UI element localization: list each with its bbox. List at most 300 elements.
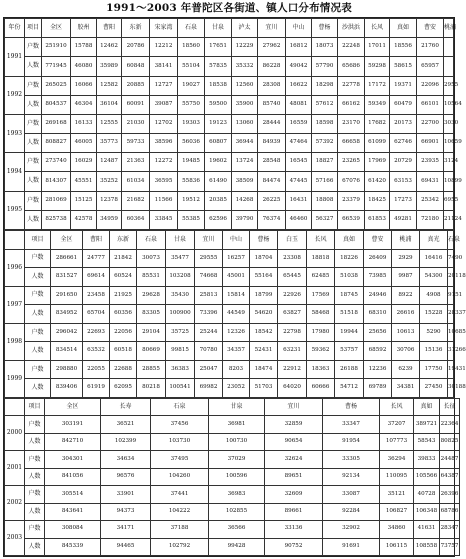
data-cell: 16431 <box>286 191 312 210</box>
column-header: 沙洪浜 <box>338 19 365 38</box>
table-row <box>5 538 460 556</box>
data-cell: 33136 <box>265 521 323 538</box>
data-cell: 107773 <box>380 433 414 450</box>
data-cell: 18542 <box>250 323 278 342</box>
data-cell: 51518 <box>335 305 364 324</box>
data-cell: 16066 <box>71 76 97 95</box>
data-cell: 18799 <box>250 286 278 305</box>
data-cell: 62596 <box>205 210 232 229</box>
data-cell: 28308 <box>258 76 286 95</box>
data-table <box>4 230 466 398</box>
data-cell: 68786 <box>440 503 460 520</box>
header-row <box>5 399 460 416</box>
data-cell: 843641 <box>45 503 101 520</box>
data-cell: 265025 <box>42 76 71 95</box>
population-table <box>3 17 466 557</box>
data-cell: 39790 <box>232 210 258 229</box>
data-cell: 96576 <box>101 468 151 485</box>
data-cell: 25244 <box>195 323 223 342</box>
data-cell: 62485 <box>307 268 335 287</box>
row-label: 人数 <box>25 503 45 520</box>
data-cell: 61099 <box>365 134 390 153</box>
data-cell: 61420 <box>365 172 390 191</box>
data-cell: 41631 <box>414 521 440 538</box>
data-cell: 29555 <box>195 249 223 268</box>
data-cell: 59500 <box>205 95 232 114</box>
table-row <box>5 268 454 287</box>
data-cell: 55750 <box>178 95 205 114</box>
data-cell: 37029 <box>209 451 265 468</box>
data-cell: 269168 <box>42 114 71 133</box>
column-header: 真如 <box>414 399 440 416</box>
data-cell: 26396 <box>440 486 460 503</box>
year-cell: 1994 <box>5 153 25 191</box>
data-cell: 92134 <box>323 468 380 485</box>
data-cell: 804537 <box>42 95 71 114</box>
column-header: 曹杨 <box>312 19 338 38</box>
data-cell: 23308 <box>278 249 307 268</box>
data-cell: 303191 <box>45 416 101 433</box>
data-cell: 35252 <box>97 172 122 191</box>
row-label: 人数 <box>25 305 51 324</box>
row-label: 户数 <box>25 521 45 538</box>
row-label: 人数 <box>25 379 51 398</box>
data-cell: 27962 <box>258 38 286 57</box>
data-cell: 33901 <box>101 486 151 503</box>
data-cell: 12229 <box>232 38 258 57</box>
column-header: 石泉 <box>137 231 166 250</box>
data-cell: 60518 <box>110 342 137 361</box>
data-cell: 35900 <box>232 95 258 114</box>
data-cell: 22056 <box>110 323 137 342</box>
data-cell: 35989 <box>97 57 122 76</box>
data-cell: 85740 <box>258 95 286 114</box>
data-cell: 90752 <box>265 538 323 556</box>
table-row <box>5 210 454 229</box>
data-cell: 20729 <box>390 153 417 172</box>
row-label: 人数 <box>25 210 42 229</box>
column-header: 石泉 <box>151 399 209 416</box>
data-cell: 12582 <box>97 76 122 95</box>
year-cell: 1997 <box>5 286 25 323</box>
data-cell: 92284 <box>323 503 380 520</box>
table-row <box>5 153 454 172</box>
row-label: 户数 <box>25 249 51 268</box>
data-cell: 36981 <box>209 416 265 433</box>
data-cell: 103208 <box>166 268 195 287</box>
data-cell: 10899 <box>444 172 454 191</box>
data-cell: 57790 <box>312 57 338 76</box>
data-cell: 63153 <box>390 172 417 191</box>
data-cell: 15125 <box>71 191 97 210</box>
data-cell: 19944 <box>335 323 364 342</box>
data-cell: 12236 <box>364 360 392 379</box>
data-cell: 12555 <box>97 114 122 133</box>
data-cell: 100900 <box>166 305 195 324</box>
column-header: 曹阳 <box>83 231 110 250</box>
data-cell: 27450 <box>420 379 448 398</box>
data-cell: 69982 <box>195 379 223 398</box>
data-cell <box>444 57 454 76</box>
column-header: 曹安 <box>417 19 444 38</box>
row-label: 人数 <box>25 172 42 191</box>
data-cell: 100596 <box>209 468 265 485</box>
data-cell: 60091 <box>122 95 150 114</box>
data-cell: 29628 <box>137 286 166 305</box>
data-cell: 91691 <box>323 538 380 556</box>
data-cell: 61853 <box>365 210 390 229</box>
data-cell: 22248 <box>338 38 365 57</box>
data-cell: 19512 <box>178 191 205 210</box>
column-header: 曹杨 <box>250 231 278 250</box>
data-cell: 36294 <box>380 451 414 468</box>
data-cell: 69789 <box>364 379 392 398</box>
data-cell: 104260 <box>151 468 209 485</box>
data-cell: 36104 <box>97 95 122 114</box>
data-cell: 35477 <box>166 249 195 268</box>
column-header: 长征 <box>440 399 460 416</box>
data-cell: 73985 <box>364 268 392 287</box>
data-cell: 831527 <box>51 268 83 287</box>
column-header: 项目 <box>25 399 45 416</box>
data-cell: 30706 <box>392 342 420 361</box>
data-cell: 69431 <box>417 172 444 191</box>
column-header: 项目 <box>25 231 51 250</box>
data-cell: 15814 <box>223 286 250 305</box>
column-header: 曹阳 <box>97 19 122 38</box>
data-cell: 37495 <box>151 451 209 468</box>
data-cell: 74668 <box>195 268 223 287</box>
data-cell: 86228 <box>258 57 286 76</box>
data-cell: 66162 <box>338 95 365 114</box>
data-cell: 80825 <box>440 433 460 450</box>
row-label: 人数 <box>25 268 51 287</box>
column-header: 东新 <box>122 19 150 38</box>
data-cell: 55164 <box>250 268 278 287</box>
data-cell: 20786 <box>122 38 150 57</box>
data-cell: 13060 <box>232 114 258 133</box>
data-cell: 66539 <box>338 210 365 229</box>
data-cell: 94465 <box>101 538 151 556</box>
row-label: 户数 <box>25 153 42 172</box>
data-cell: 18073 <box>312 38 338 57</box>
data-cell: 61034 <box>122 172 150 191</box>
data-cell: 69614 <box>83 268 110 287</box>
data-cell: 9151 <box>448 286 454 305</box>
table-row <box>5 134 454 153</box>
data-cell: 18474 <box>250 360 278 379</box>
data-cell: 23052 <box>223 379 250 398</box>
data-cell: 33087 <box>323 486 380 503</box>
data-cell: 305514 <box>45 486 101 503</box>
data-cell: 21030 <box>122 114 150 133</box>
data-cell: 100541 <box>166 379 195 398</box>
year-cell: 2000 <box>5 416 25 451</box>
data-cell: 21682 <box>122 191 150 210</box>
data-cell: 9987 <box>392 268 420 287</box>
year-header-cell: 年份 <box>5 19 25 38</box>
data-cell: 19431 <box>448 360 454 379</box>
row-label: 户数 <box>25 76 42 95</box>
table-row <box>5 379 454 398</box>
data-cell: 12727 <box>150 76 178 95</box>
data-cell: 30073 <box>137 249 166 268</box>
data-cell: 49042 <box>286 57 312 76</box>
data-cell: 17011 <box>365 38 390 57</box>
row-label: 户数 <box>25 323 51 342</box>
data-cell: 59349 <box>365 95 390 114</box>
data-cell: 38509 <box>232 172 258 191</box>
data-cell: 55385 <box>178 210 205 229</box>
row-label: 人数 <box>25 342 51 361</box>
data-cell: 286661 <box>51 249 83 268</box>
year-cell: 1999 <box>5 360 25 397</box>
data-cell: 18226 <box>335 249 364 268</box>
year-cell: 1993 <box>5 114 25 152</box>
data-cell: 54300 <box>420 268 448 287</box>
row-label: 户数 <box>25 114 42 133</box>
row-label: 户数 <box>25 486 45 503</box>
data-cell: 66658 <box>338 134 365 153</box>
row-label: 人数 <box>25 433 45 450</box>
data-cell: 22912 <box>278 360 307 379</box>
data-cell: 21925 <box>110 286 137 305</box>
data-cell: 37441 <box>151 486 209 503</box>
data-cell: 64387 <box>440 468 460 485</box>
data-cell: 24487 <box>440 451 460 468</box>
data-cell: 389721 <box>414 416 440 433</box>
data-cell: 58468 <box>307 305 335 324</box>
data-cell: 59362 <box>307 342 335 361</box>
data-cell: 18560 <box>178 38 205 57</box>
data-cell: 35332 <box>232 57 258 76</box>
data-cell: 2955 <box>444 76 454 95</box>
data-cell: 16133 <box>71 114 97 133</box>
data-cell: 73396 <box>195 305 223 324</box>
year-cell: 1992 <box>5 76 25 114</box>
table-row <box>5 416 460 433</box>
data-cell: 68310 <box>364 305 392 324</box>
data-cell: 31266 <box>448 342 454 361</box>
data-cell: 59298 <box>365 57 390 76</box>
data-cell: 21124 <box>444 210 454 229</box>
data-cell: 70780 <box>195 342 223 361</box>
data-cell: 42578 <box>71 210 97 229</box>
data-cell: 18827 <box>312 153 338 172</box>
data-cell: 10685 <box>448 323 454 342</box>
table-row <box>5 305 454 324</box>
data-cell: 63532 <box>83 342 110 361</box>
data-cell: 296042 <box>51 323 83 342</box>
data-cell: 35121 <box>380 486 414 503</box>
data-cell: 16559 <box>286 114 312 133</box>
row-label: 人数 <box>25 95 42 114</box>
data-cell: 60479 <box>390 95 417 114</box>
data-cell: 57392 <box>312 134 338 153</box>
data-cell: 90654 <box>265 433 323 450</box>
data-cell: 834952 <box>51 305 83 324</box>
data-cell: 15136 <box>420 342 448 361</box>
data-cell: 99815 <box>166 342 195 361</box>
data-cell: 36944 <box>232 134 258 153</box>
data-cell: 46005 <box>71 134 97 153</box>
data-cell: 51038 <box>335 268 364 287</box>
data-cell: 67076 <box>338 172 365 191</box>
data-cell: 834514 <box>51 342 83 361</box>
row-label: 户数 <box>25 416 45 433</box>
data-cell: 110095 <box>380 468 414 485</box>
data-cell: 94373 <box>101 503 151 520</box>
table-row <box>5 114 454 133</box>
data-cell: 100730 <box>209 433 265 450</box>
data-cell: 22926 <box>278 286 307 305</box>
data-cell: 17750 <box>420 360 448 379</box>
table-row <box>5 38 454 57</box>
data-cell: 12702 <box>150 114 178 133</box>
data-cell: 60356 <box>110 305 137 324</box>
column-header: 东新 <box>110 231 137 250</box>
data-cell: 85531 <box>137 268 166 287</box>
data-cell: 57835 <box>205 57 232 76</box>
data-cell: 60364 <box>122 210 150 229</box>
data-cell: 6239 <box>392 360 420 379</box>
data-cell: 841056 <box>45 468 101 485</box>
data-cell: 12326 <box>223 323 250 342</box>
data-cell: 8203 <box>223 360 250 379</box>
data-cell: 26225 <box>258 191 286 210</box>
data-cell: 62095 <box>110 379 137 398</box>
year-header-cell <box>5 399 25 416</box>
data-cell: 10659 <box>444 134 454 153</box>
data-cell: 845339 <box>45 538 101 556</box>
column-header: 真如 <box>335 231 364 250</box>
data-cell: 18598 <box>312 114 338 133</box>
data-cell: 66101 <box>417 95 444 114</box>
column-header: 宜川 <box>258 19 286 38</box>
data-cell: 304301 <box>45 451 101 468</box>
column-header: 项目 <box>25 19 42 38</box>
data-cell: 17651 <box>205 38 232 57</box>
data-cell: 33845 <box>150 210 178 229</box>
data-cell: 37188 <box>151 521 209 538</box>
data-cell: 10613 <box>392 323 420 342</box>
data-cell: 61490 <box>205 172 232 191</box>
data-cell: 18425 <box>365 191 390 210</box>
data-cell: 32902 <box>323 521 380 538</box>
data-cell: 57612 <box>312 95 338 114</box>
data-cell: 17172 <box>365 76 390 95</box>
data-cell: 58615 <box>390 57 417 76</box>
data-cell: 34634 <box>101 451 151 468</box>
data-cell: 52431 <box>250 342 278 361</box>
table-row <box>5 191 454 210</box>
table-row <box>5 172 454 191</box>
column-header: 白玉 <box>278 231 307 250</box>
column-header: 甘泉 <box>166 231 195 250</box>
data-cell: 53757 <box>335 342 364 361</box>
data-cell: 91954 <box>323 433 380 450</box>
data-cell: 89651 <box>265 468 323 485</box>
data-cell: 22778 <box>338 76 365 95</box>
data-cell: 60848 <box>122 57 150 76</box>
row-label: 户数 <box>25 38 42 57</box>
data-cell: 281069 <box>42 191 71 210</box>
table-row <box>5 342 454 361</box>
year-cell: 1998 <box>5 323 25 360</box>
data-cell: 39087 <box>150 95 178 114</box>
data-cell: 65704 <box>83 305 110 324</box>
data-cell: 47445 <box>286 172 312 191</box>
data-cell: 36983 <box>209 486 265 503</box>
row-label: 人数 <box>25 538 45 556</box>
column-header: 曹杨 <box>323 399 380 416</box>
data-cell: 12462 <box>97 38 122 57</box>
data-cell: 60807 <box>205 134 232 153</box>
data-cell: 59733 <box>122 134 150 153</box>
data-cell: 108558 <box>414 538 440 556</box>
data-cell: 66901 <box>417 134 444 153</box>
data-cell: 36521 <box>101 416 151 433</box>
column-header: 长风 <box>307 231 335 250</box>
data-cell: 19371 <box>390 76 417 95</box>
data-cell: 33347 <box>323 416 380 433</box>
column-header: 全区 <box>45 399 101 416</box>
data-cell: 65445 <box>278 268 307 287</box>
data-cell: 34171 <box>101 521 151 538</box>
data-cell: 63827 <box>278 305 307 324</box>
row-label: 户数 <box>25 360 51 379</box>
data-cell: 35725 <box>166 323 195 342</box>
data-cell: 103730 <box>151 433 209 450</box>
data-cell: 37207 <box>380 416 414 433</box>
data-cell: 19485 <box>178 153 205 172</box>
data-cell: 12560 <box>232 76 258 95</box>
data-cell: 18363 <box>307 360 335 379</box>
row-label: 户数 <box>25 191 42 210</box>
data-cell: 20118 <box>448 268 454 287</box>
data-cell: 25342 <box>417 191 444 210</box>
data-cell: 25813 <box>195 286 223 305</box>
data-cell: 56327 <box>312 210 338 229</box>
data-cell: 13724 <box>232 153 258 172</box>
data-cell: 771945 <box>42 57 71 76</box>
column-header: 长风 <box>365 19 390 38</box>
data-cell: 57166 <box>312 172 338 191</box>
data-cell: 89661 <box>265 503 323 520</box>
data-cell: 22364 <box>440 416 460 433</box>
table-row <box>5 433 460 450</box>
table-row <box>5 468 460 485</box>
data-cell: 251910 <box>42 38 71 57</box>
data-cell: 49281 <box>390 210 417 229</box>
data-cell: 22693 <box>83 323 110 342</box>
data-cell: 16622 <box>286 76 312 95</box>
row-label: 人数 <box>25 134 42 153</box>
data-cell: 22798 <box>278 323 307 342</box>
table-row <box>5 486 460 503</box>
year-cell: 1996 <box>5 249 25 286</box>
data-cell: 12212 <box>150 38 178 57</box>
data-cell: 17569 <box>307 286 335 305</box>
data-cell: 21760 <box>417 38 444 57</box>
data-cell: 19602 <box>205 153 232 172</box>
data-cell: 38596 <box>150 134 178 153</box>
data-cell: 60524 <box>110 268 137 287</box>
column-header: 石泉 <box>178 19 205 38</box>
data-cell: 39833 <box>414 451 440 468</box>
data-cell: 291650 <box>51 286 83 305</box>
column-header: 桃浦 <box>392 231 420 250</box>
